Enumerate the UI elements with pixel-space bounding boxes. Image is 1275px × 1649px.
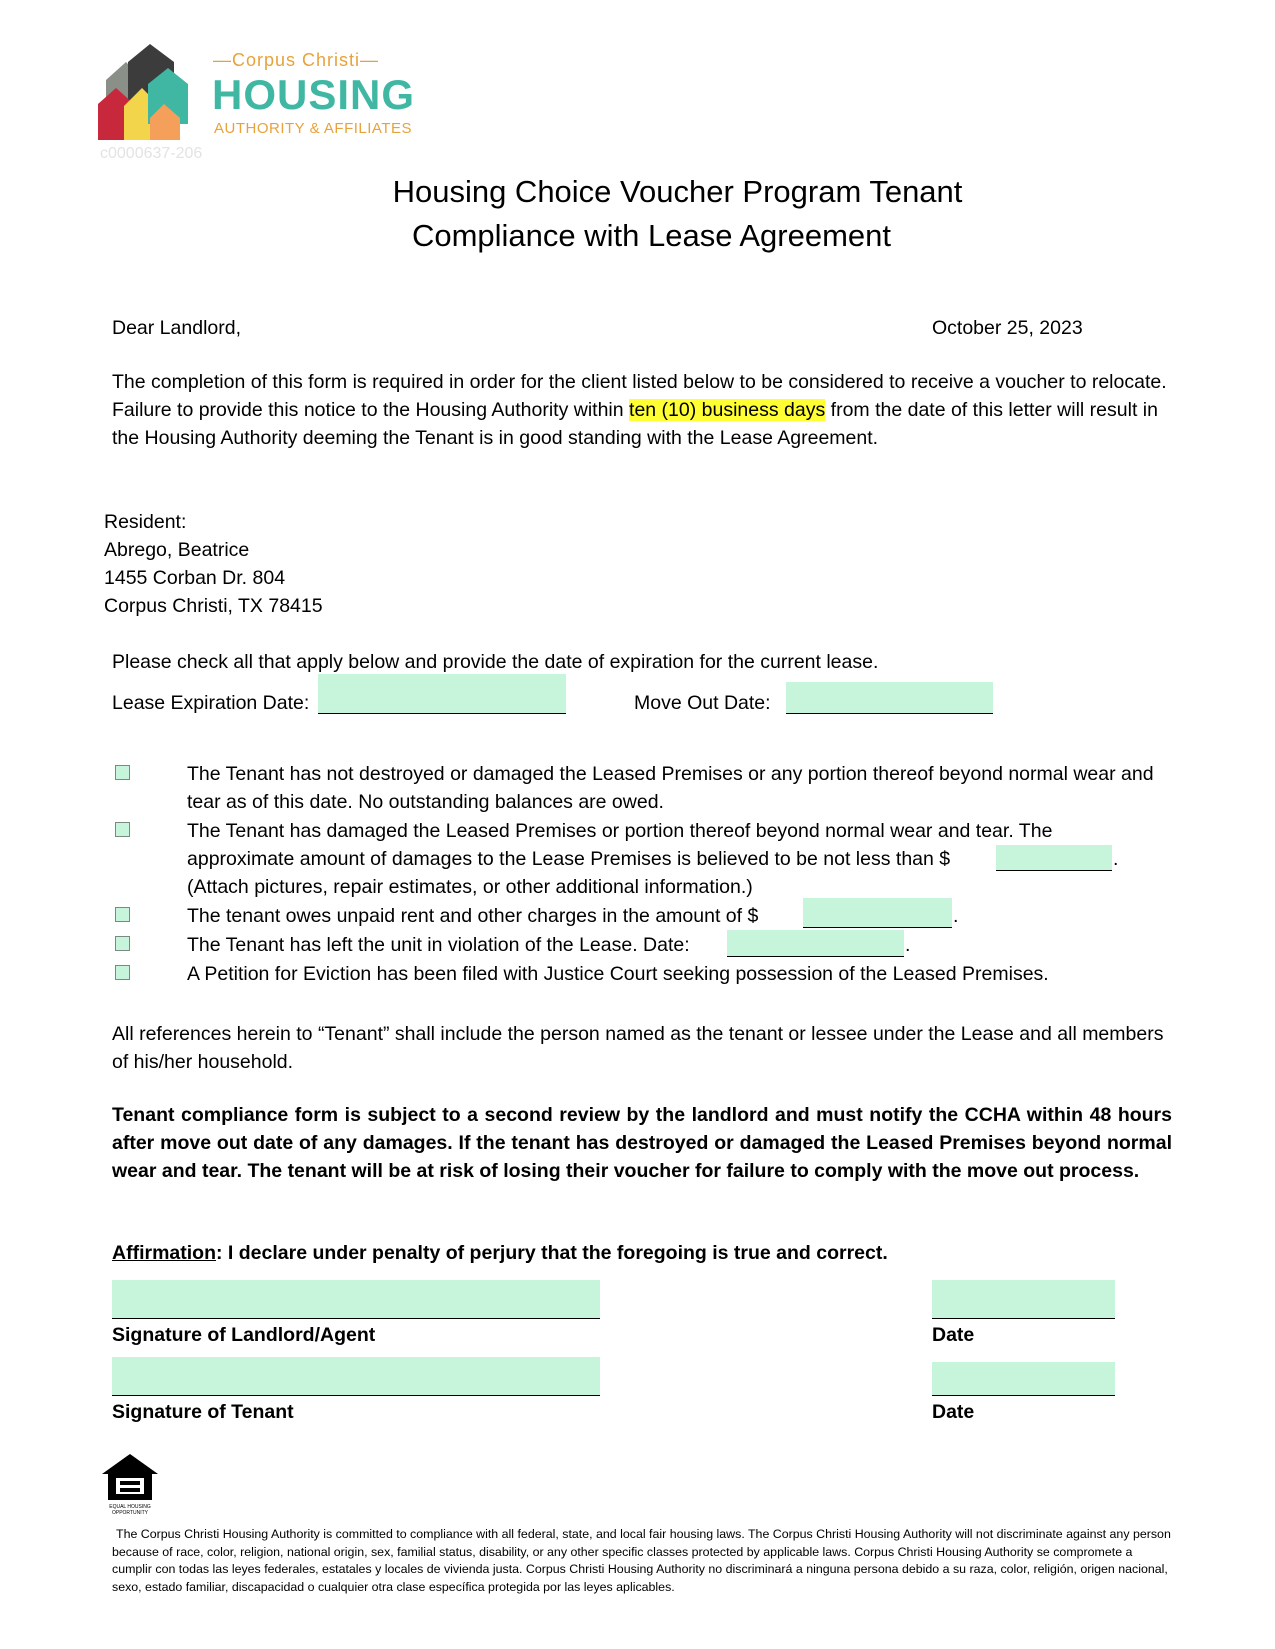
landlord-date-line <box>932 1318 1115 1319</box>
checklist-item-unpaid-rent: The tenant owes unpaid rent and other charges in the amount of $ <box>187 905 759 927</box>
intro-highlight: ten (10) business days <box>629 399 826 421</box>
violation-date-input[interactable] <box>727 930 904 957</box>
checklist-item-no-damage: The Tenant has not destroyed or damaged the Leased Premises or any portion thereof beyond normal wear and tear as of this date. No outstanding balances are owed. <box>187 763 1154 813</box>
checklist-item-damaged-line3: (Attach pictures, repair estimates, or other additional information.) <box>187 876 753 898</box>
intro-text-2: from the date of this letter will result in the Housing Authority deeming the Tenant is in good standing with the Lease Agreement. <box>112 399 1158 449</box>
compliance-notice: Tenant compliance form is subject to a second review by the landlord and must notify the CCHA within 48 hours after move out date of any damages. If the tenant has destroyed or damaged the Leased Premises beyond normal wear and tear. The tenant will be at risk of losing their voucher for failure to comply with the move out process. <box>112 1104 1172 1182</box>
violation-date-period: . <box>905 934 911 956</box>
checkbox-unpaid-rent[interactable] <box>115 907 130 922</box>
checklist-item-damaged-line1: The Tenant has damaged the Leased Premises or portion thereof beyond normal wear and tear. The <box>187 820 1053 842</box>
references-paragraph: All references herein to “Tenant” shall include the person named as the tenant or lessee under the Lease and all members of his/her household. <box>112 1023 1164 1073</box>
fair-housing-footer <box>112 1526 1172 1596</box>
equal-housing-opportunity-icon <box>100 1452 160 1512</box>
instructions: Please check all that apply below and provide the date of expiration for the current lease. <box>112 651 879 673</box>
lease-expiration-input[interactable] <box>318 674 566 714</box>
logo-main-text: HOUSING <box>212 71 416 118</box>
logo-sub-text: AUTHORITY & AFFILIATES <box>214 120 412 137</box>
document-watermark: c0000637-206 <box>100 145 203 162</box>
tenant-date-label: Date <box>932 1401 975 1423</box>
damage-amount-underline <box>996 870 1112 871</box>
landlord-date-label: Date <box>932 1324 975 1346</box>
resident-address-2: Corpus Christi, TX 78415 <box>104 595 323 617</box>
tenant-signature-input[interactable] <box>112 1357 600 1395</box>
fair-housing-text: The Corpus Christi Housing Authority is committed to compliance with all federal, state, and local fair housing laws. The Corpus Christi Housing Authority will not discriminate against any person because of race, color, religion, national origin, sex, familial status, disability, or any other specific classes protected by applicable laws. Corpus Christi Housing Authority se compromete a cumplir con todas las leyes federales, estatales y locales de vivienda justa. Corpus Christi Housing Authority no discriminará a ninguna persona debido a su raza, color, religión, origen nacional, sexo, estado familiar, discapacidad o cualquier otra clase específica protegida por las leyes aplicables. <box>112 1527 1171 1594</box>
resident-address-1: 1455 Corban Dr. 804 <box>104 567 286 589</box>
affirmation-text: : I declare under penalty of perjury that the foregoing is true and correct. <box>216 1242 888 1264</box>
move-out-label: Move Out Date: <box>634 692 771 714</box>
checkbox-damaged[interactable] <box>115 822 130 837</box>
tenant-signature-line <box>112 1395 600 1396</box>
checkbox-no-damage[interactable] <box>115 765 130 780</box>
housing-logo-icon <box>98 44 198 140</box>
tenant-date-input[interactable] <box>932 1362 1115 1395</box>
move-out-underline <box>786 713 993 714</box>
lease-expiration-underline <box>318 713 566 714</box>
lease-expiration-label: Lease Expiration Date: <box>112 692 310 714</box>
damage-amount-period: . <box>1113 848 1119 870</box>
affirmation-statement <box>112 1239 888 1267</box>
landlord-date-input[interactable] <box>932 1280 1115 1318</box>
checklist-item-left-unit: The Tenant has left the unit in violation of the Lease. Date: <box>187 934 690 956</box>
page-title-line2: Compliance with Lease Agreement <box>411 218 892 253</box>
landlord-signature-input[interactable] <box>112 1280 600 1318</box>
resident-label: Resident: <box>104 511 187 533</box>
checkbox-eviction[interactable] <box>115 965 130 980</box>
damage-amount-input[interactable] <box>996 845 1112 871</box>
move-out-date-input[interactable] <box>786 682 993 714</box>
intro-paragraph <box>112 368 1172 452</box>
violation-date-underline <box>727 956 904 957</box>
checklist-item-eviction: A Petition for Eviction has been filed with Justice Court seeking possession of the Leased Premises. <box>187 963 1049 985</box>
logo-top-text: —Corpus Christi— <box>213 50 380 70</box>
tenant-date-line <box>932 1395 1115 1396</box>
affirmation-label: Affirmation <box>112 1242 216 1264</box>
equal-housing-text: EQUAL HOUSING OPPORTUNITY <box>109 1504 151 1516</box>
resident-name: Abrego, Beatrice <box>104 539 250 561</box>
landlord-signature-label: Signature of Landlord/Agent <box>112 1324 376 1346</box>
intro-text-1: The completion of this form is required in order for the client listed below to be considered to receive a voucher to relocate. Failure to provide this notice to the Housing Authority within <box>112 371 1167 421</box>
checkbox-left-unit[interactable] <box>115 936 130 951</box>
salutation: Dear Landlord, <box>112 317 241 339</box>
unpaid-rent-underline <box>803 927 952 928</box>
letter-date: October 25, 2023 <box>932 317 1083 339</box>
page-title-line1: Housing Choice Voucher Program Tenant <box>392 174 963 209</box>
tenant-signature-label: Signature of Tenant <box>112 1401 294 1423</box>
unpaid-rent-period: . <box>953 905 959 927</box>
landlord-signature-line <box>112 1318 600 1319</box>
unpaid-rent-amount-input[interactable] <box>803 898 952 928</box>
checklist-item-damaged-line2: approximate amount of damages to the Lease Premises is believed to be not less than $ <box>187 848 951 870</box>
